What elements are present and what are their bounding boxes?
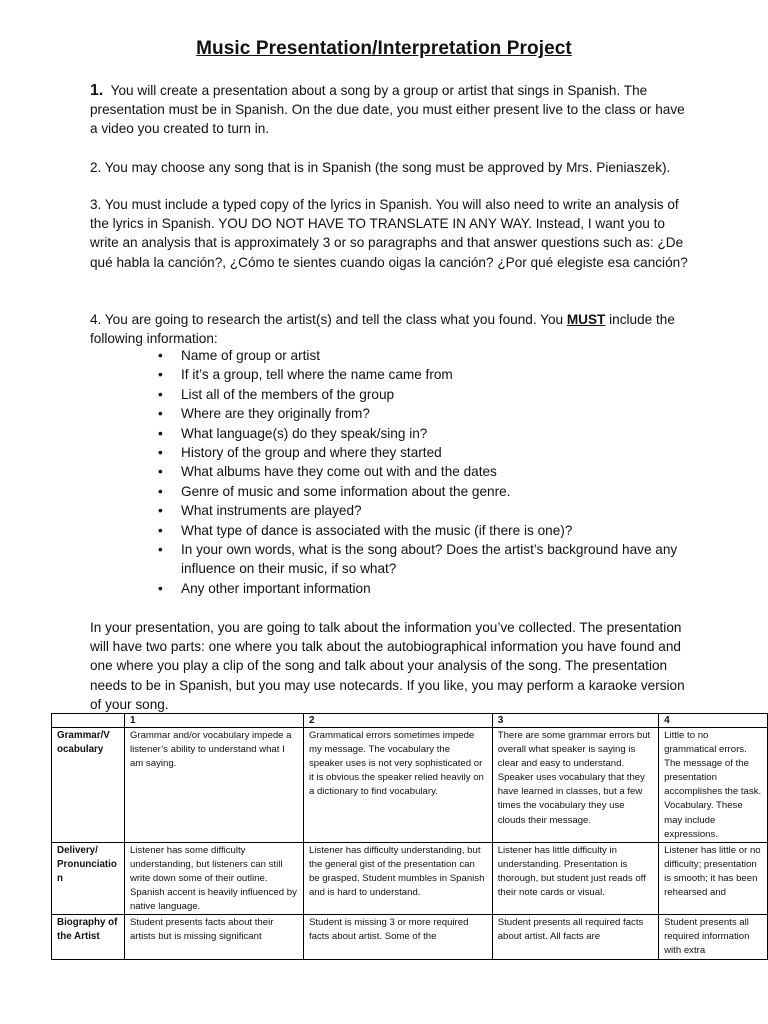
table-row bbox=[52, 728, 768, 843]
rubric-cell: Grammar and/or vocabulary impede a listener’s ability to understand what I am saying. bbox=[124, 728, 303, 843]
rubric-cell: Little to no grammatical errors. The message of the presentation accomplishes the task. Vocabulary. These may include expressions. bbox=[659, 728, 768, 843]
rubric-header-score-1: 1 bbox=[124, 714, 303, 728]
instruction-2: 2. You may choose any song that is in Spanish (the song must be approved by Mrs. Pieniaszek). bbox=[90, 160, 671, 175]
rubric-header-empty bbox=[52, 714, 125, 728]
rubric-cell: Listener has difficulty understanding, but the general gist of the presentation can be grasped. Student mumbles in Spanish and is hard to understand. bbox=[303, 842, 492, 914]
must-emphasis: MUST bbox=[566, 312, 606, 327]
list-item: • What type of dance is associated with the music (if there is one)? bbox=[158, 521, 678, 540]
instruction-4 bbox=[90, 310, 690, 348]
list-item: • List all of the members of the group bbox=[158, 385, 678, 404]
rubric-cell: Student presents all required facts about artist. All facts are bbox=[492, 915, 658, 959]
rubric-cell: Listener has little or no difficulty; presentation is smooth; it has been rehearsed and bbox=[659, 842, 768, 914]
list-item: • In your own words, what is the song about? Does the artist’s background have any influence on their music, if so what? bbox=[158, 540, 678, 579]
list-item: • What language(s) do they speak/sing in? bbox=[158, 424, 678, 443]
rubric-cell: Student presents facts about their artists but is missing significant bbox=[124, 915, 303, 959]
rubric-cell: Student is missing 3 or more required facts about artist. Some of the bbox=[303, 915, 492, 959]
closing-paragraph: In your presentation, you are going to talk about the information you’ve collected. The presentation will have two parts: one where you talk about the autobiographical information you have found and one where you play a clip of the song and talk about your analysis of the song. The presentation needs to be in Spanish, but you may use notecards. If you like, you may perform a karaoke version of your song. bbox=[90, 620, 685, 712]
rubric-cell: There are some grammar errors but overall what speaker is saying is clear and easy to understand. Speaker uses vocabulary that they have learned in classes, but a few times the vocabulary they use clouds their message. bbox=[492, 728, 658, 843]
table-row bbox=[52, 915, 768, 959]
rubric-table bbox=[51, 713, 768, 960]
list-item: • History of the group and where they started bbox=[158, 443, 678, 462]
table-row bbox=[52, 842, 768, 914]
instruction-1-number: 1. bbox=[90, 82, 104, 99]
rubric-criterion: Delivery/ Pronunciatio n bbox=[52, 842, 125, 914]
instruction-1 bbox=[90, 81, 690, 139]
rubric-cell: Grammatical errors sometimes impede my message. The vocabulary the speaker uses is not very sophisticated or it is obvious the speaker relied heavily on a dictionary to find vocabulary. bbox=[303, 728, 492, 843]
list-item: • If it’s a group, tell where the name came from bbox=[158, 365, 678, 384]
rubric-cell: Student presents all required information with extra bbox=[659, 915, 768, 959]
list-item: • What instruments are played? bbox=[158, 501, 678, 520]
rubric-criterion: Biography of the Artist bbox=[52, 915, 125, 959]
rubric-cell: Listener has some difficulty understanding, but listeners can still write down some of their outline. Spanish accent is heavily influenced by native language. bbox=[124, 842, 303, 914]
list-item: • Any other important information bbox=[158, 579, 678, 598]
instruction-4-after: include the following information: bbox=[90, 312, 675, 347]
rubric-header-score-3: 3 bbox=[492, 714, 658, 728]
page-title: Music Presentation/Interpretation Project bbox=[196, 38, 572, 59]
rubric-header-row bbox=[52, 714, 768, 728]
list-item: • What albums have they come out with and the dates bbox=[158, 462, 678, 481]
required-info-list bbox=[158, 346, 678, 598]
instruction-3: 3. You must include a typed copy of the lyrics in Spanish. You will also need to write an analysis of the lyrics in Spanish. YOU DO NOT HAVE TO TRANSLATE IN ANY WAY. Instead, I want you to write an analysis that is approximately 3 or so paragraphs and that answer questions such as: ¿De qué habla la canción?, ¿Cómo te sientes cuando oigas la canción? ¿Por qué elegiste esa canción? bbox=[90, 197, 688, 270]
rubric-header-score-4: 4 bbox=[659, 714, 768, 728]
list-item: • Where are they originally from? bbox=[158, 404, 678, 423]
rubric-header-score-2: 2 bbox=[303, 714, 492, 728]
list-item: • Genre of music and some information about the genre. bbox=[158, 482, 678, 501]
rubric-cell: Listener has little difficulty in understanding. Presentation is thorough, but student just reads off their note cards or visual. bbox=[492, 842, 658, 914]
list-item: • Name of group or artist bbox=[158, 346, 678, 365]
rubric-criterion: Grammar/V ocabulary bbox=[52, 728, 125, 843]
instruction-4-before: 4. You are going to research the artist(s) and tell the class what you found. You bbox=[90, 312, 567, 327]
instruction-1-text: You will create a presentation about a song by a group or artist that sings in Spanish. The presentation must be in Spanish. On the due date, you must either present live to the class or have a video you created to turn in. bbox=[90, 83, 685, 137]
